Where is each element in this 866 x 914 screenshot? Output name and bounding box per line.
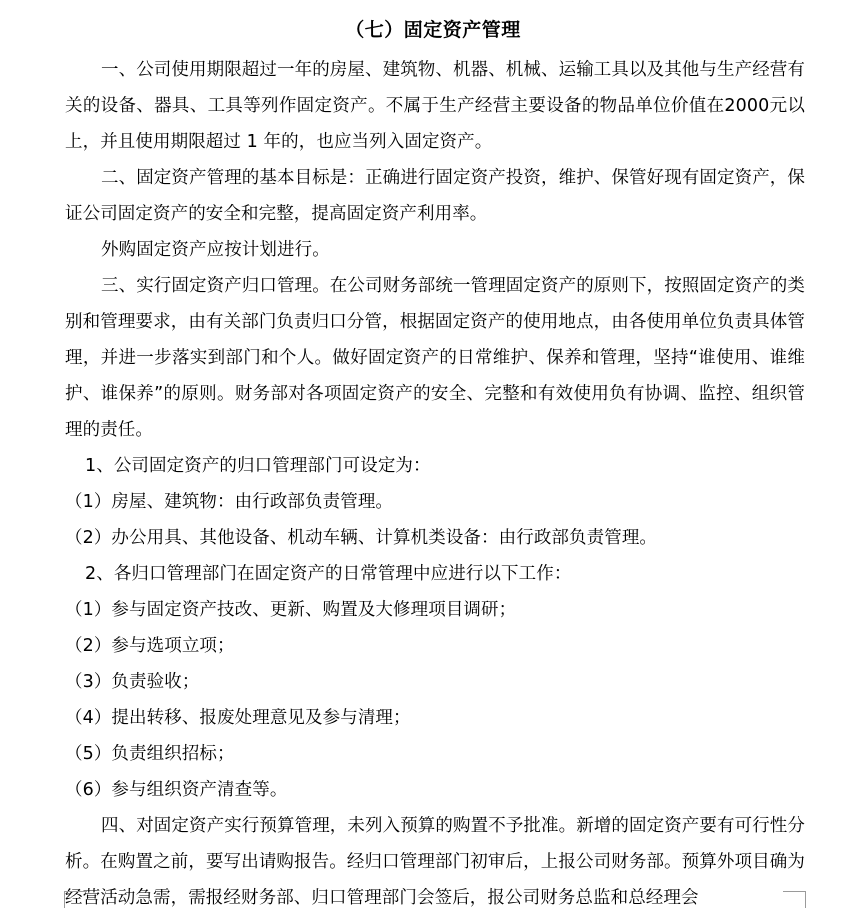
p-item-1-2: （2）办公用具、其他设备、机动车辆、计算机类设备：由行政部负责管理。 (65, 528, 658, 548)
p-article-3: 三、实行固定资产归口管理。在公司财务部统一管理固定资产的原则下，按照固定资产的类别和管理要求，由有关部门负责归口分管，根据固定资产的使用地点，由各使用单位负责具体管理，并进一步落实到部门和个人。做好固定资产的日常维护、保养和管理，坚持“谁使用、谁维护、谁保养”的原则。财务部对各项固定资产的安全、完整和有效使用负有协调、监控、组织管理的责任。 (65, 276, 805, 440)
p-article-2: 二、固定资产管理的基本目标是：正确进行固定资产投资，维护、保管好现有固定资产，保证公司固定资产的安全和完整，提高固定资产利用率。 (65, 168, 805, 224)
page-margin-corner-bottom-left (64, 891, 87, 908)
p-item-2-3: （3）负责验收； (65, 672, 200, 692)
p-article-4: 四、对固定资产实行预算管理，未列入预算的购置不予批准。新增的固定资产要有可行性分析。在购置之前，要写出请购报告。经归口管理部门初审后，上报公司财务部。预算外项目确为经营活动急需，需报经财务部、归口管理部门会签后，报公司财务总监和总经理会 (65, 816, 805, 908)
p-item-2-2: （2）参与选项立项； (65, 636, 235, 656)
page-margin-corner-bottom-right (783, 891, 806, 908)
page-title: （七）固定资产管理 (345, 18, 521, 41)
p-item-1: 1、公司固定资产的归口管理部门可设定为： (85, 456, 431, 476)
p-item-2-6: （6）参与组织资产清查等。 (65, 780, 288, 800)
p-purchase-plan: 外购固定资产应按计划进行。 (101, 240, 330, 260)
p-item-2-5: （5）负责组织招标； (65, 744, 235, 764)
p-item-2: 2、各归口管理部门在固定资产的日常管理中应进行以下工作： (85, 564, 572, 584)
document-body (65, 52, 805, 914)
p-item-2-1: （1）参与固定资产技改、更新、购置及大修理项目调研； (65, 600, 517, 620)
p-item-2-4: （4）提出转移、报废处理意见及参与清理； (65, 708, 411, 728)
p-item-1-1: （1）房屋、建筑物：由行政部负责管理。 (65, 492, 394, 512)
p-article-1: 一、公司使用期限超过一年的房屋、建筑物、机器、机械、运输工具以及其他与生产经营有关的设备、器具、工具等列作固定资产。不属于生产经营主要设备的物品单位价值在2000元以上，并且使用期限超过 1 年的，也应当列入固定资产。 (65, 60, 805, 152)
